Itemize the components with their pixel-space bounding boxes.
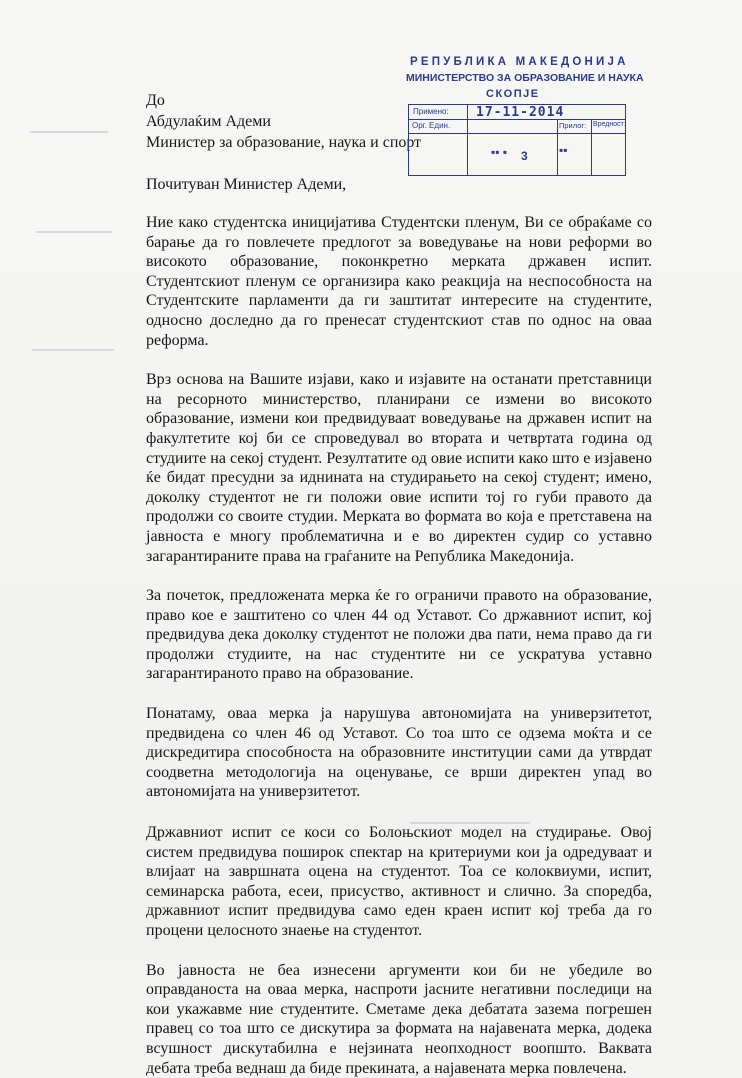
paragraph: Врз основа на Вашите изјави, како и изјавите на останати претставници на ресорното министерство, планирани се измени во високото образование, измени кои предвидуваат воведување на државен испит на факултетите кој би се спроведувал во втората и четвртата година од студиите на секој студент. Резултатите од овие испити како што е изјавено ќе бидат пресудни за иднината на студирањето на секој студент; имено, доколку студентот не ги положи овие испити тој го губи правото да продолжи со своите студии. Мерката во формата во која е претставена на јавноста е многу проблематична и е во директен судир со уставно загарантираните права на граѓаните на Република Македонија. (146, 371, 652, 565)
paragraph: За почеток, предложената мерка ќе го ограничи правото на образование, право кое е заштитено со член 44 од Уставот. Со државниот испит, кој предвидува дека доколку студентот не положи два пати, нема право да ги продолжи студиите, на нас студентите ни се ускратува уставно загарантираното право на образование. (146, 587, 652, 683)
letter-body (146, 213, 652, 1078)
scan-smudge (30, 131, 108, 133)
scan-smudge (32, 349, 114, 351)
stamp-city: СКОПЈЕ (486, 88, 540, 100)
addressee-block (146, 90, 421, 153)
addressee-name: Абдулаќим Адеми (146, 113, 271, 130)
stamp-label-org: Орг. Един. (412, 121, 451, 130)
stamp-label-received: Примено: (413, 107, 449, 116)
ministry-stamp (398, 52, 644, 180)
paragraph: Ние како студентска иницијатива Студентски пленум, Ви се обраќаме со барање да го повлечете предлогот за воведување на нови реформи во високото образование, поконкретно мерката државен испит. Студентскиот пленум се организира како реакција на неспособноста на Студентските парламенти да ги заштитат интересите на студентите, односно доследно да го пренесат студентскиот став по однос на оваа реформа. (146, 214, 652, 349)
paragraph: Во јавноста не беа изнесени аргументи кои би не убедиле во оправданоста на оваа мерка, наспроти јасните негативни последици на кои укажавме ние студентите. Сметаме дека дебатата зазема погрешен правец со тоа што се дискутира за формата на најавената мерка, додека всушност дискутабилна е нејзината неопходност воопшто. Ваквата дебата треба веднаш да биде прекината, а најавената мерка повлечена. (146, 961, 652, 1077)
stamp-country: РЕПУБЛИКА МАКЕДОНИЈА (410, 56, 629, 68)
stamp-mark: ▪▪ ▪ (491, 145, 508, 159)
addressee-to: До (146, 92, 165, 109)
stamp-label-attach: Прилог: (559, 121, 587, 130)
paragraph: Понатаму, оваа мерка ја нарушува автономијата на универзитетот, предвидена со член 46 од Уставот. Со тоа што се одзема моќта и се дискредитира способноста на образовните институции сами да утврдат соодветна методологија на оценување, се врши директен упад во автономијата на универзитетот. (146, 705, 652, 801)
stamp-mark: ▪▪ (559, 143, 568, 157)
stamp-date: 17-11-2014 (476, 105, 565, 120)
scan-smudge (36, 231, 112, 233)
salutation: Почитуван Министер Адеми, (146, 176, 347, 193)
stamp-mark: 3 (521, 149, 528, 163)
paragraph: Државниот испит се коси со Болоњскиот модел на студирање. Овој систем предвидува поширок спектар на критериуми кои ја одредуваат и влијаат на завршната оцена на студентот. Тоа се колоквиуми, испит, семинарска работа, есеи, присуство, активност и слично. За споредба, државниот испит предвидува само еден краен испит кој треба да го процени целосното знаење на студентот. (146, 824, 652, 939)
stamp-label-value: Вредност: (593, 121, 626, 128)
stamp-ministry: МИНИСТЕРСТВО ЗА ОБРАЗОВАНИЕ И НАУКА (406, 72, 644, 84)
addressee-title: Министер за образование, наука и спорт (146, 134, 422, 151)
